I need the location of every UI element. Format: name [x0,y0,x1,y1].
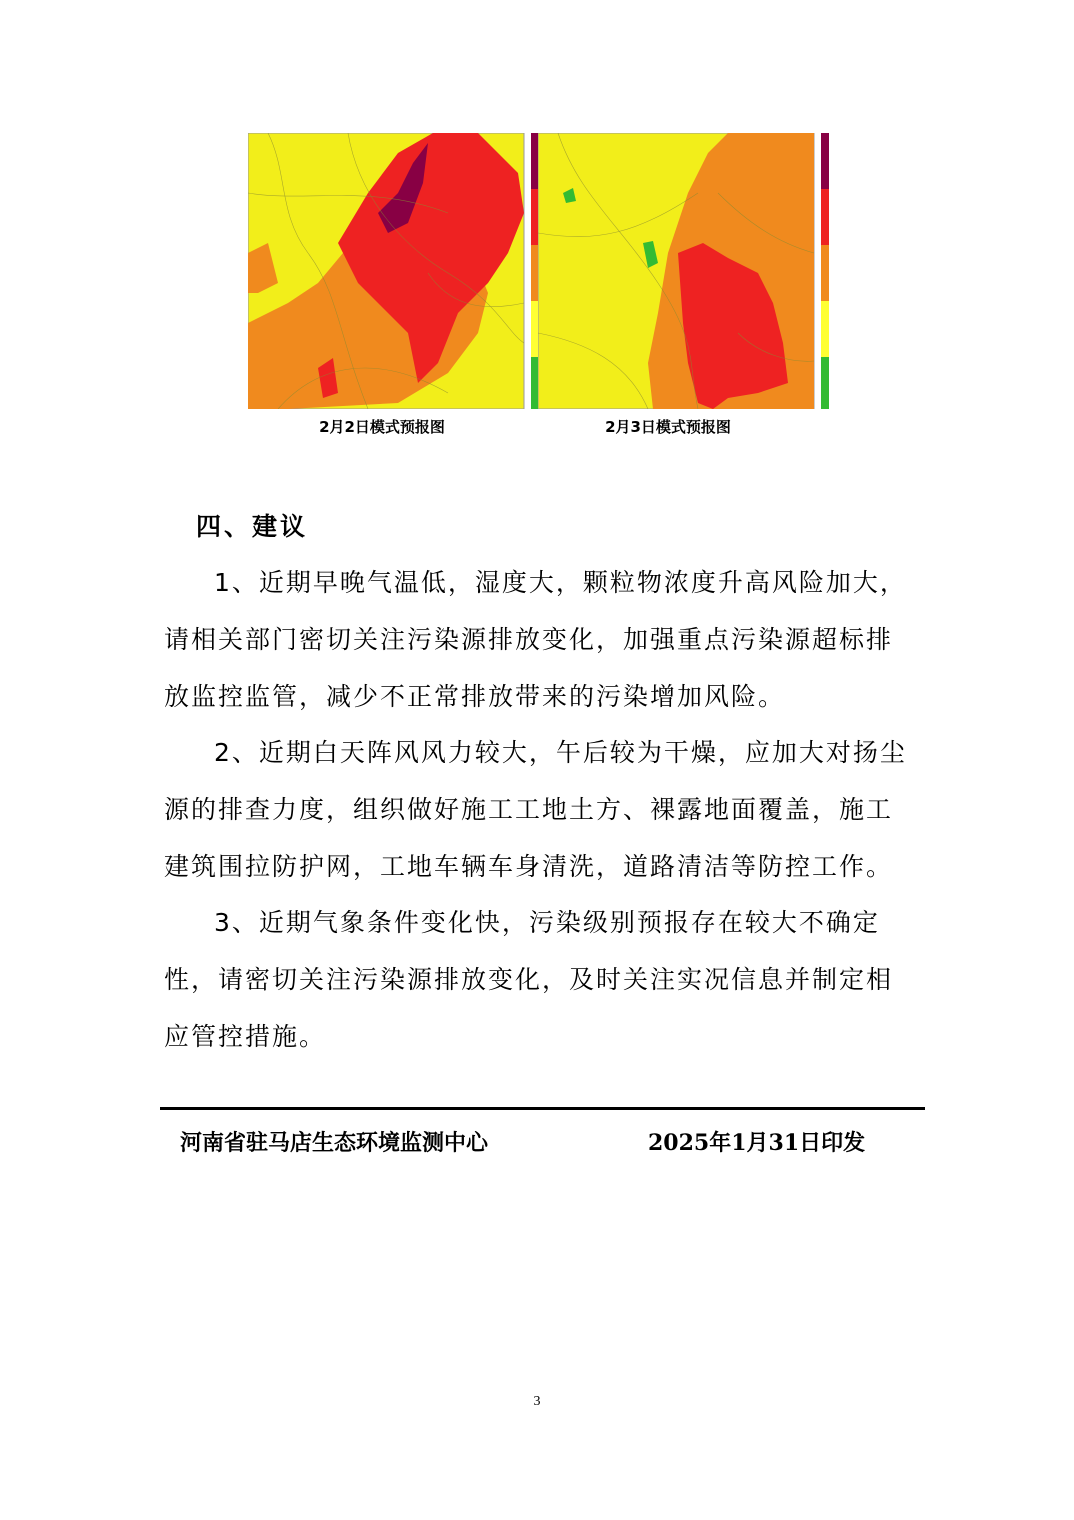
recommendation-2: 2、近期白天阵风风力较大，午后较为干燥，应加大对扬尘源的排查力度，组织做好施工工地土方、裸露地面覆盖，施工建筑围拉防护网，工地车辆车身清洗，道路清洁等防控工作。 [164,738,907,881]
recommendation-3: 3、近期气象条件变化快，污染级别预报存在较大不确定性，请密切关注污染源排放变化，及时关注实况信息并制定相应管控措施。 [164,908,894,1051]
footer-divider [160,1107,925,1110]
page-number: 3 [533,1394,541,1409]
issuing-organization: 河南省驻马店生态环境监测中心 [180,1131,489,1156]
recommendation-1: 1、近期早晚气温低，湿度大，颗粒物浓度升高风险加大，请相关部门密切关注污染源排放变化，加强重点污染源超标排放监控监管，减少不正常排放带来的污染增加风险。 [164,568,907,711]
section-heading: 四、建议 [196,512,309,541]
forecast-map-feb3 [538,133,830,409]
figure-caption-feb2: 2月2日模式预报图 [319,418,445,436]
forecast-map-feb2 [248,133,540,409]
issue-date: 2025年1月31日印发 [648,1130,866,1156]
figure-caption-feb3: 2月3日模式预报图 [605,418,731,436]
